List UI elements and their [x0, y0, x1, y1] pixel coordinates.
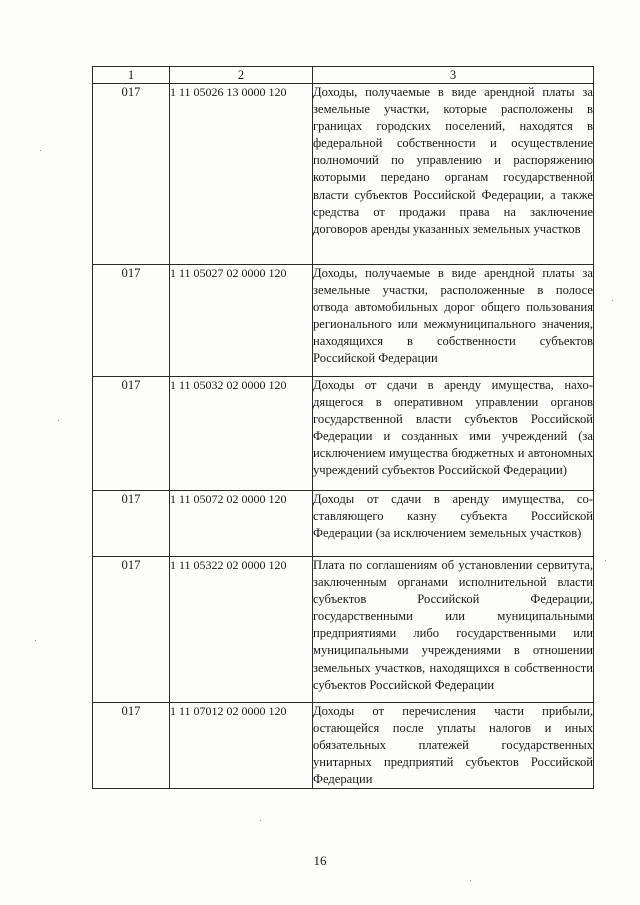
description-cell: Доходы, получаемые в виде арендной платы за земельные участки, расположенные в полосе отвода автомобильных дорог общего пользования регионального или межмуниципального значения, находящихся в собственности субъектов Российской Федерации: [313, 265, 594, 377]
description-cell: Плата по соглашениям об установлении сервитута, заключенным органами исполнительной власти субъектов Российской Федерации, государственными или муниципальными предприятиями либо государственными или муниципальными учреждениями в отношении земельных участков, находящихся в собственности субъектов Российской Федерации: [313, 557, 594, 703]
revenue-code-cell: 1 11 05322 02 0000 120: [170, 557, 313, 703]
scan-speck: [605, 560, 606, 561]
admin-code-cell: 017: [93, 557, 170, 703]
column-header-2: 2: [170, 67, 313, 84]
scan-speck: [40, 150, 41, 151]
table-row: [93, 84, 594, 265]
revenue-code-cell: 1 11 05026 13 0000 120: [170, 84, 313, 265]
table-row: [93, 557, 594, 703]
revenue-code-cell: 1 11 05027 02 0000 120: [170, 265, 313, 377]
table-row: [93, 491, 594, 557]
admin-code-cell: 017: [93, 491, 170, 557]
column-header-3: 3: [313, 67, 594, 84]
description-cell: Доходы от перечисления части прибыли, остающейся после уплаты налогов и иных обязательных платежей государственных унитарных предприятий субъектов Российской Федерации: [313, 703, 594, 789]
description-cell: Доходы от сдачи в аренду имущества, находящегося в оперативном управлении органов государственной власти субъектов Российской Федерации и созданных ими учреждений (за исключением имущества бюджетных и автономных учреждений субъектов Российской Федерации): [313, 377, 594, 491]
revenue-code-cell: 1 11 05072 02 0000 120: [170, 491, 313, 557]
table-row: [93, 703, 594, 789]
table-row: [93, 265, 594, 377]
admin-code-cell: 017: [93, 84, 170, 265]
revenue-code-cell: 1 11 05032 02 0000 120: [170, 377, 313, 491]
revenue-code-cell: 1 11 07012 02 0000 120: [170, 703, 313, 789]
scan-speck: [35, 640, 36, 641]
table-row: [93, 377, 594, 491]
admin-code-cell: 017: [93, 377, 170, 491]
scan-speck: [260, 820, 261, 821]
admin-code-cell: 017: [93, 703, 170, 789]
page-number: 16: [313, 853, 327, 868]
column-header-1: 1: [93, 67, 170, 84]
scan-speck: [58, 420, 59, 421]
scan-speck: [470, 880, 471, 881]
revenue-codes-table: [92, 66, 594, 789]
description-cell: Доходы от сдачи в аренду имущества, составляющего казну субъекта Российской Федерации (за исключением земельных участков): [313, 491, 594, 557]
description-cell: Доходы, получаемые в виде арендной платы за земельные участки, которые расположены в границах городских поселений, находятся в федеральной собственности и осуществление полномочий по управлению и распоряжению которыми передано органам государственной власти субъектов Российской Федерации, а также средства от продажи права на заключение договоров аренды указанных земельных участков: [313, 84, 594, 265]
scan-speck: [612, 300, 613, 301]
table-header-row: [93, 67, 594, 84]
admin-code-cell: 017: [93, 265, 170, 377]
